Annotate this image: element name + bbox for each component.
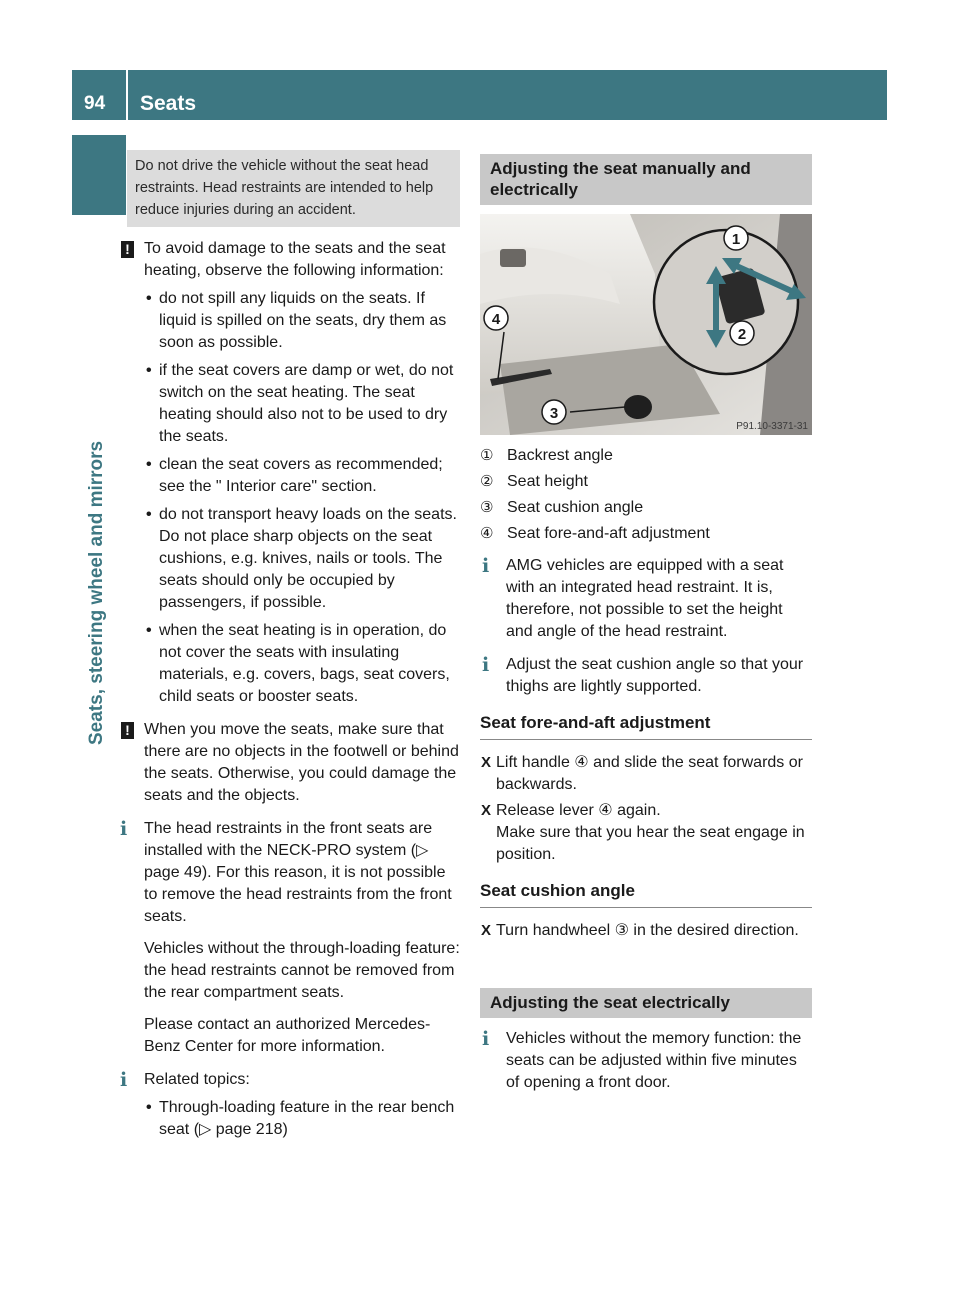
info-text: Adjust the seat cushion angle so that your thighs are lightly supported. xyxy=(506,656,804,695)
warning-intro: To avoid damage to the seats and the seat heating, observe the following information: xyxy=(144,240,446,279)
seat-belt-buckle xyxy=(500,249,526,267)
info-amg xyxy=(480,555,812,643)
legend-number: ③ xyxy=(480,499,494,516)
warning-icon: ! xyxy=(121,241,134,258)
warning-text: When you move the seats, make sure that there are no objects in the footwell or behind the seats. Otherwise, you could damage the seats and the objects. xyxy=(144,721,459,804)
legend-label: Backrest angle xyxy=(507,447,613,464)
list-item: • clean the seat covers as recommended; see the " Interior care" section. xyxy=(144,454,460,498)
legend-number: ④ xyxy=(480,525,494,542)
chapter-title: Seats, steering wheel and mirrors xyxy=(86,440,107,745)
step-marker-icon: X xyxy=(481,754,492,771)
warning-bullet-list xyxy=(144,288,460,708)
legend-item xyxy=(480,521,812,547)
info-head-restraints xyxy=(118,818,460,1058)
step-text: Turn handwheel ③ in the desired direction. xyxy=(496,922,799,939)
handwheel-3-shape xyxy=(624,395,652,419)
warning-seat-heating xyxy=(118,238,460,708)
left-column xyxy=(118,150,460,1152)
list-item: • when the seat heating is in operation, do not cover the seats with insulating materials, e.g. covers, bags, seat covers, child seats or booster seats. xyxy=(144,620,460,708)
subheading-cushion-angle: Seat cushion angle xyxy=(480,880,812,908)
info-memory xyxy=(480,1028,812,1094)
callout-4 xyxy=(484,306,508,330)
page-number: 94 xyxy=(84,93,106,114)
info-icon: i xyxy=(482,654,490,676)
info-paragraph: Please contact an authorized Mercedes-Benz Center for more information. xyxy=(144,1016,431,1055)
list-item: • do not transport heavy loads on the seats. Do not place sharp objects on the seat cushions, e.g. knives, nails or tools. The seats should only be occupied by passengers, if possible. xyxy=(144,504,460,614)
callout-2 xyxy=(730,321,754,345)
info-icon: i xyxy=(482,1028,490,1050)
section-heading: Adjusting the seat manually and electrically xyxy=(480,154,812,205)
warning-moving-seats xyxy=(118,719,460,807)
header-divider xyxy=(126,70,128,120)
page-title: Seats xyxy=(140,92,197,115)
related-topic-link[interactable]: • Through-loading feature in the rear bench seat (▷ page 218) xyxy=(144,1097,460,1141)
legend-label: Seat cushion angle xyxy=(507,499,644,516)
legend-label: Seat fore-and-aft adjustment xyxy=(507,525,710,542)
list-item: • do not spill any liquids on the seats. If liquid is spilled on the seats, dry them as soon as possible. xyxy=(144,288,460,354)
legend-number: ② xyxy=(480,473,494,490)
warning-icon: ! xyxy=(121,722,134,739)
section-heading: Adjusting the seat electrically xyxy=(480,988,812,1018)
info-related-topics xyxy=(118,1069,460,1141)
svg-text:2: 2 xyxy=(737,326,747,343)
legend-item xyxy=(480,469,812,495)
related-topics-list xyxy=(144,1097,460,1141)
svg-text:1: 1 xyxy=(731,231,741,248)
step-text: Release lever ④ again. xyxy=(496,802,661,819)
step xyxy=(480,800,812,866)
info-icon: i xyxy=(120,1069,128,1091)
legend-item xyxy=(480,495,812,521)
callout-3 xyxy=(542,400,566,424)
step-marker-icon: X xyxy=(481,802,492,819)
info-cushion xyxy=(480,654,812,698)
right-column xyxy=(480,154,812,1105)
info-icon: i xyxy=(482,555,490,577)
svg-text:3: 3 xyxy=(549,405,559,422)
legend-number: ① xyxy=(480,447,494,464)
step-text: Lift handle ④ and slide the seat forwards or backwards. xyxy=(496,754,803,793)
figure-legend xyxy=(480,443,812,547)
step xyxy=(480,920,812,942)
legend-item xyxy=(480,443,812,469)
list-item: • if the seat covers are damp or wet, do not switch on the seat heating. The seat heating should also not to be used to dry the seats. xyxy=(144,360,460,448)
info-paragraph: Vehicles without the through-loading feature: the head restraints cannot be removed from the rear compartment seats. xyxy=(144,940,460,1001)
info-text: Vehicles without the memory function: the seats can be adjusted within five minutes of opening a front door. xyxy=(506,1030,802,1091)
subheading-fore-aft: Seat fore-and-aft adjustment xyxy=(480,712,812,740)
step-marker-icon: X xyxy=(481,922,492,939)
step-text: Make sure that you hear the seat engage in position. xyxy=(496,824,805,863)
seat-adjustment-figure xyxy=(480,214,812,435)
seat-illustration xyxy=(480,214,812,435)
svg-text:4: 4 xyxy=(491,311,501,328)
callout-1 xyxy=(724,226,748,250)
info-icon: i xyxy=(120,818,128,840)
info-paragraph: The head restraints in the front seats are installed with the NECK-PRO system (▷ page 49). For this reason, it is not possible to remove the head restraints from the front seats. xyxy=(144,820,452,925)
related-topics-label: Related topics: xyxy=(144,1071,250,1088)
info-text: AMG vehicles are equipped with a seat with an integrated head restraint. It is, therefore, not possible to set the height and angle of the head restraint. xyxy=(506,557,784,640)
legend-label: Seat height xyxy=(507,473,588,490)
step xyxy=(480,752,812,796)
note-box: Do not drive the vehicle without the seat head restraints. Head restraints are intended to help reduce injuries during an accident. xyxy=(127,150,460,227)
figure-code: P91.10-3371-31 xyxy=(736,421,808,432)
